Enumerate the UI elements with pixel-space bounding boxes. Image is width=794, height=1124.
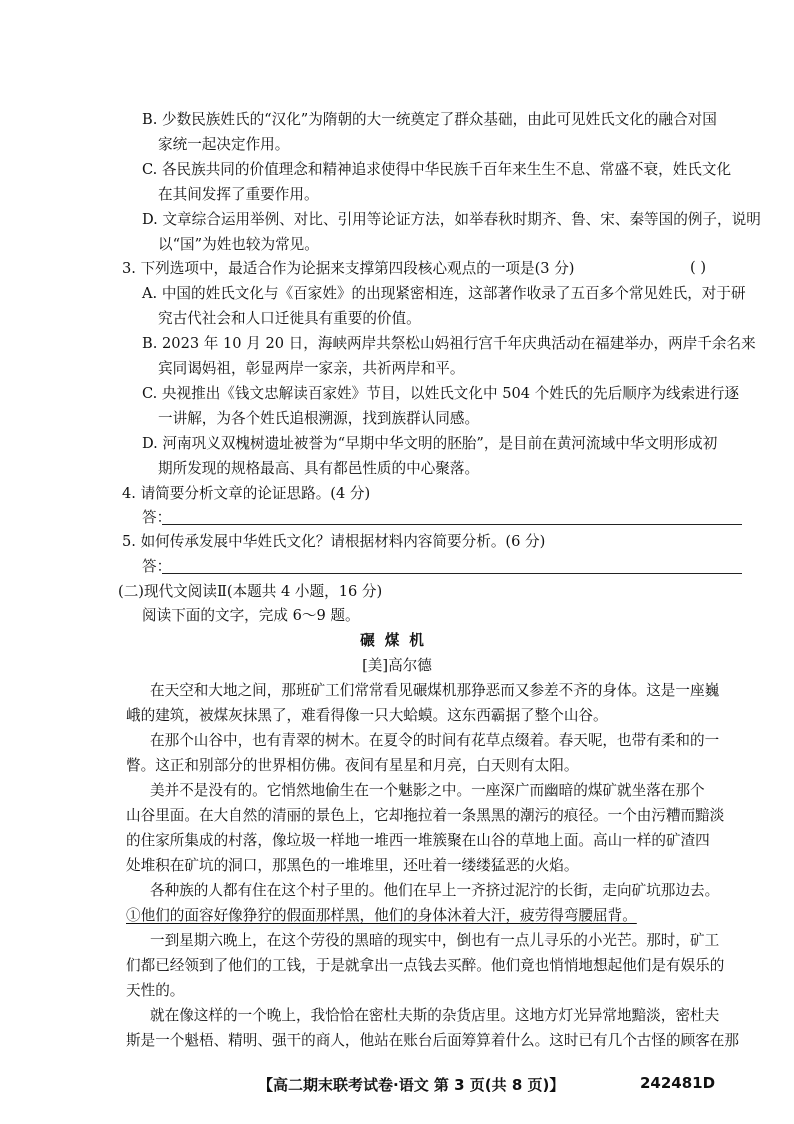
- passage-line: 们都已经领到了他们的工钱，于是就拿出一点钱去买醉。他们竟也悄悄地想起他们是有娱乐的: [126, 957, 725, 974]
- q3-option-b-cont: 宾同谒妈祖，彰显两岸一家亲，共祈两岸和平。: [158, 360, 465, 377]
- q2-option-b-cont: 家统一起决定作用。: [158, 136, 290, 153]
- passage-line: 的住家所集成的村落，像垃圾一样地一堆西一堆簇聚在山谷的草地上面。高山一样的矿渣四: [126, 832, 710, 849]
- passage-line: 天性的。: [126, 982, 185, 999]
- exam-code: 242481D: [640, 1074, 716, 1092]
- passage-line: 山谷里面。在大自然的清丽的景色上，它却拖拉着一条黑黑的潮污的痕径。一个由污糟而黯淡: [126, 807, 725, 824]
- q3-option-a: A. 中国的姓氏文化与《百家姓》的出现紧密相连，这部著作收录了五百多个常见姓氏，对于研: [142, 285, 746, 302]
- passage-line: 美并不是没有的。它悄然地偷生在一个魅影之中。一座深广而幽暗的煤矿就坐落在那个: [150, 782, 705, 799]
- q5-answer-label: 答：: [142, 558, 172, 575]
- underlined-sentence-1: ①他们的面容好像狰狞的假面那样黑，他们的身体沐着大汗，疲劳得弯腰屈背。: [126, 907, 637, 924]
- q3-option-d: D. 河南巩义双槐树遗址被誉为“早期中华文明的胚胎”，是目前在黄河流域中华文明形成初: [142, 435, 718, 452]
- passage-line: 就在像这样的一个晚上，我恰恰在密杜夫斯的杂货店里。这地方灯光异常地黯淡，密杜夫: [150, 1007, 720, 1024]
- passage-line: 在那个山谷中，也有青翠的树木。在夏令的时间有花草点缀着。春天呢，也带有柔和的一: [150, 732, 720, 749]
- q4-stem: 4. 请简要分析文章的论证思路。(4 分): [122, 485, 371, 502]
- q5-answer-line[interactable]: [162, 573, 742, 574]
- section-instruction: 阅读下面的文字，完成 6～9 题。: [142, 607, 360, 624]
- passage-line: 在天空和大地之间，那班矿工们常常看见碾煤机那狰恶而又参差不齐的身体。这是一座巍: [150, 682, 720, 699]
- passage-author: [美]高尔德: [362, 657, 432, 674]
- passage-title: 碾煤机: [360, 632, 434, 649]
- passage-line: 瞥。这正和别部分的世界相仿佛。夜间有星星和月亮，白天则有太阳。: [126, 757, 579, 774]
- passage-line: 峨的建筑，被煤灰抹黑了，难看得像一只大蛤蟆。这东西霸据了整个山谷。: [126, 707, 608, 724]
- q2-option-d-cont: 以“国”为姓也较为常见。: [158, 236, 319, 253]
- section-heading: (二)现代文阅读Ⅱ(本题共 4 小题，16 分): [118, 583, 383, 600]
- q3-option-a-cont: 究古代社会和人口迁徙具有重要的价值。: [158, 310, 421, 327]
- q5-stem: 5. 如何传承发展中华姓氏文化？请根据材料内容简要分析。(6 分): [122, 533, 546, 550]
- q2-option-c-cont: 在其间发挥了重要作用。: [158, 186, 319, 203]
- q4-answer-line[interactable]: [162, 524, 742, 525]
- passage-line: 一到星期六晚上，在这个劳役的黑暗的现实中，倒也有一点儿寻乐的小光芒。那时，矿工: [150, 932, 720, 949]
- q3-option-b: B. 2023 年 10 月 20 日，海峡两岸共祭松山妈祖行宫千年庆典活动在福建举办，两岸千余名来: [142, 335, 756, 352]
- q3-option-c: C. 央视推出《钱文忠解读百家姓》节目，以姓氏文化中 504 个姓氏的先后顺序为线索进行逐: [142, 385, 740, 402]
- q3-option-c-cont: 一讲解，为各个姓氏追根溯源，找到族群认同感。: [158, 410, 480, 427]
- passage-line: 处堆积在矿坑的洞口，那黑色的一堆堆里，还吐着一缕缕猛恶的火焰。: [126, 857, 579, 874]
- q3-answer-parens[interactable]: ( ): [690, 259, 707, 276]
- passage-line: 斯是一个魁梧、精明、强干的商人，他站在账台后面筹算着什么。这时已有几个古怪的顾客在那: [126, 1032, 739, 1049]
- q4-answer-label: 答：: [142, 509, 172, 526]
- passage-line: 各种族的人都有住在这个村子里的。他们在早上一齐挤过泥泞的长街，走向矿坑那边去。: [150, 882, 720, 899]
- q2-option-b: B. 少数民族姓氏的“汉化”为隋朝的大一统奠定了群众基础，由此可见姓氏文化的融合对国: [142, 111, 717, 128]
- q3-stem: 3. 下列选项中，最适合作为论据来支撑第四段核心观点的一项是(3 分): [122, 260, 575, 277]
- q2-option-c: C. 各民族共同的价值理念和精神追求使得中华民族千百年来生生不息、常盛不衰，姓氏文化: [142, 161, 732, 178]
- page-footer: 【高二期末联考试卷·语文 第 3 页(共 8 页)】: [258, 1076, 565, 1094]
- q3-option-d-cont: 期所发现的规格最高、具有都邑性质的中心聚落。: [158, 460, 480, 477]
- q2-option-d: D. 文章综合运用举例、对比、引用等论证方法，如举春秋时期齐、鲁、宋、秦等国的例子，说明: [142, 211, 761, 228]
